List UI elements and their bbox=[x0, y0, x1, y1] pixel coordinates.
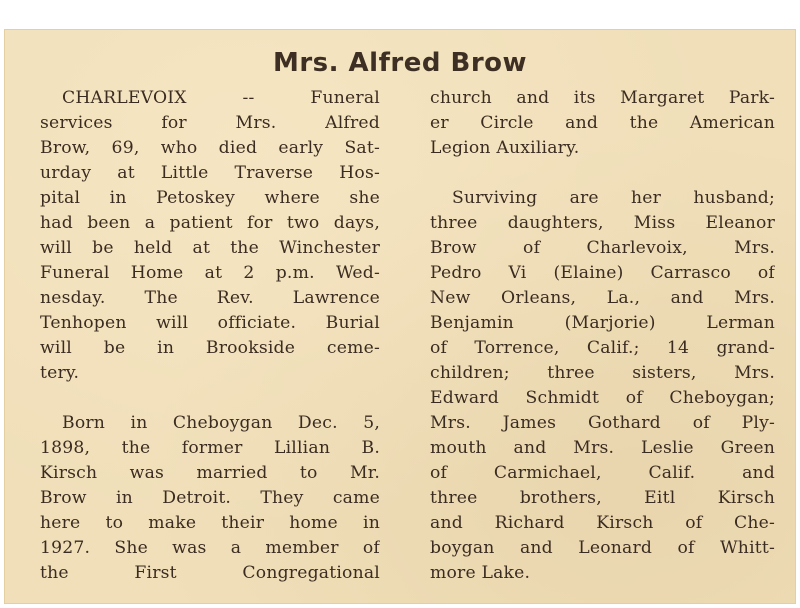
paragraph-gap bbox=[40, 386, 380, 411]
text-line: three daughters, Miss Eleanor bbox=[430, 213, 775, 233]
paragraph-gap bbox=[430, 161, 775, 186]
text-line: will be held at the Winchester bbox=[40, 238, 380, 258]
text-line: more Lake. bbox=[430, 563, 531, 583]
paragraph-memberships bbox=[430, 86, 775, 161]
text-line: mouth and Mrs. Leslie Green bbox=[430, 438, 775, 458]
text-line: Pedro Vi (Elaine) Carrasco of bbox=[430, 263, 775, 283]
text-line: Brow, 69, who died early Sat- bbox=[40, 138, 380, 158]
text-line: the First Congregational bbox=[40, 563, 380, 583]
paragraph-survivors bbox=[430, 186, 775, 586]
text-line: urday at Little Traverse Hos- bbox=[40, 163, 380, 183]
text-line: Surviving are her husband; bbox=[452, 188, 775, 208]
text-line: here to make their home in bbox=[40, 513, 380, 533]
text-line: 1898, the former Lillian B. bbox=[40, 438, 380, 458]
text-line: will be in Brookside ceme- bbox=[40, 338, 380, 358]
text-line: tery. bbox=[40, 363, 80, 383]
text-line: boygan and Leonard of Whitt- bbox=[430, 538, 775, 558]
text-line: New Orleans, La., and Mrs. bbox=[430, 288, 775, 308]
text-line: Funeral Home at 2 p.m. Wed- bbox=[40, 263, 380, 283]
text-line: Born in Cheboygan Dec. 5, bbox=[62, 413, 380, 433]
text-line: services for Mrs. Alfred bbox=[40, 113, 380, 133]
paragraph-biography bbox=[40, 411, 380, 586]
text-line: of Carmichael, Calif. and bbox=[430, 463, 775, 483]
left-column bbox=[40, 86, 380, 586]
text-line: three brothers, Eitl Kirsch bbox=[430, 488, 775, 508]
text-line: Edward Schmidt of Cheboygan; bbox=[430, 388, 775, 408]
text-line: CHARLEVOIX -- Funeral bbox=[62, 88, 380, 108]
text-line: church and its Margaret Park- bbox=[430, 88, 775, 108]
text-line: of Torrence, Calif.; 14 grand- bbox=[430, 338, 775, 358]
text-line: children; three sisters, Mrs. bbox=[430, 363, 775, 383]
text-line: Kirsch was married to Mr. bbox=[40, 463, 380, 483]
text-line: and Richard Kirsch of Che- bbox=[430, 513, 775, 533]
right-column bbox=[430, 86, 775, 586]
text-line: Mrs. James Gothard of Ply- bbox=[430, 413, 775, 433]
obituary-headline: Mrs. Alfred Brow bbox=[272, 48, 528, 78]
text-line: 1927. She was a member of bbox=[40, 538, 380, 558]
text-line: Brow in Detroit. They came bbox=[40, 488, 380, 508]
text-line: had been a patient for two days, bbox=[40, 213, 380, 233]
text-line: Legion Auxiliary. bbox=[430, 138, 580, 158]
text-line: Tenhopen will officiate. Burial bbox=[40, 313, 380, 333]
paragraph-funeral-services bbox=[40, 86, 380, 386]
text-line: nesday. The Rev. Lawrence bbox=[40, 288, 380, 308]
text-line: er Circle and the American bbox=[430, 113, 775, 133]
text-line: Brow of Charlevoix, Mrs. bbox=[430, 238, 775, 258]
text-line: pital in Petoskey where she bbox=[40, 188, 380, 208]
text-line: Benjamin (Marjorie) Lerman bbox=[430, 313, 775, 333]
